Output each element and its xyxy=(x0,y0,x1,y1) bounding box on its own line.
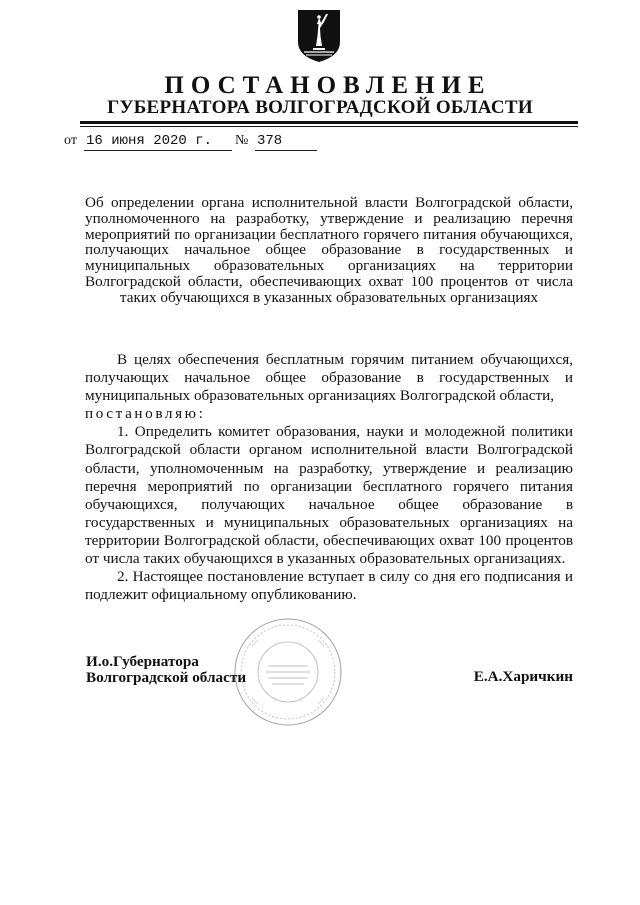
item-2-paragraph: 2. Настоящее постановление вступает в силу со дня его подписания и подлежит официальному опубликованию. xyxy=(85,568,573,604)
document-subject: Об определении органа исполнительной власти Волгоградской области, уполномоченного на разработку, утверждение и реализацию перечня мероприятий по организации бесплатного горячего питания обучающихся, получающих начальное общее образование в государственных и муниципальных образовательных организациях на территории Волгоградской области, обеспечивающих охват 100 процентов от числа таких обучающихся в указанных образовательных организациях xyxy=(85,194,573,306)
signatory-position-line-1: И.о.Губернатора xyxy=(86,653,199,670)
signatory-name: Е.А.Харичкин xyxy=(473,668,573,685)
official-seal-stamp xyxy=(232,616,344,728)
document-subtitle: ГУБЕРНАТОРА ВОЛГОГРАДСКОЙ ОБЛАСТИ xyxy=(107,97,533,118)
signatory-position-line-2: Волгоградской области xyxy=(86,669,247,686)
document-number: 378 xyxy=(255,133,317,151)
document-body xyxy=(85,351,573,604)
header-rule-thin xyxy=(80,126,578,127)
preamble-paragraph: В целях обеспечения бесплатным горячим питанием обучающихся, получающих начальное общее образование в государственных и муниципальных образовательных организациях Волгоградской области, xyxy=(85,351,573,405)
document-date: 16 июня 2020 г. xyxy=(84,133,232,151)
item-1-paragraph: 1. Определить комитет образования, науки и молодежной политики Волгоградской области органом исполнительной власти Волгоградской области, уполномоченным на разработку, утверждение и реализацию перечня мероприятий по организации бесплатного горячего питания обучающихся, получающих начальное общее образование в государственных и муниципальных образовательных организациях на территории Волгоградской области, обеспечивающих охват 100 процентов от числа таких обучающихся в указанных образовательных организациях. xyxy=(85,423,573,568)
number-label: № xyxy=(235,133,249,148)
volgograd-coat-of-arms-icon xyxy=(295,8,343,63)
date-label: от xyxy=(64,133,77,148)
decree-word: постановляю: xyxy=(85,405,206,423)
document-title: ПОСТАНОВЛЕНИЕ xyxy=(164,72,492,99)
signatory-position xyxy=(86,654,246,686)
header-rule-thick xyxy=(80,121,578,124)
